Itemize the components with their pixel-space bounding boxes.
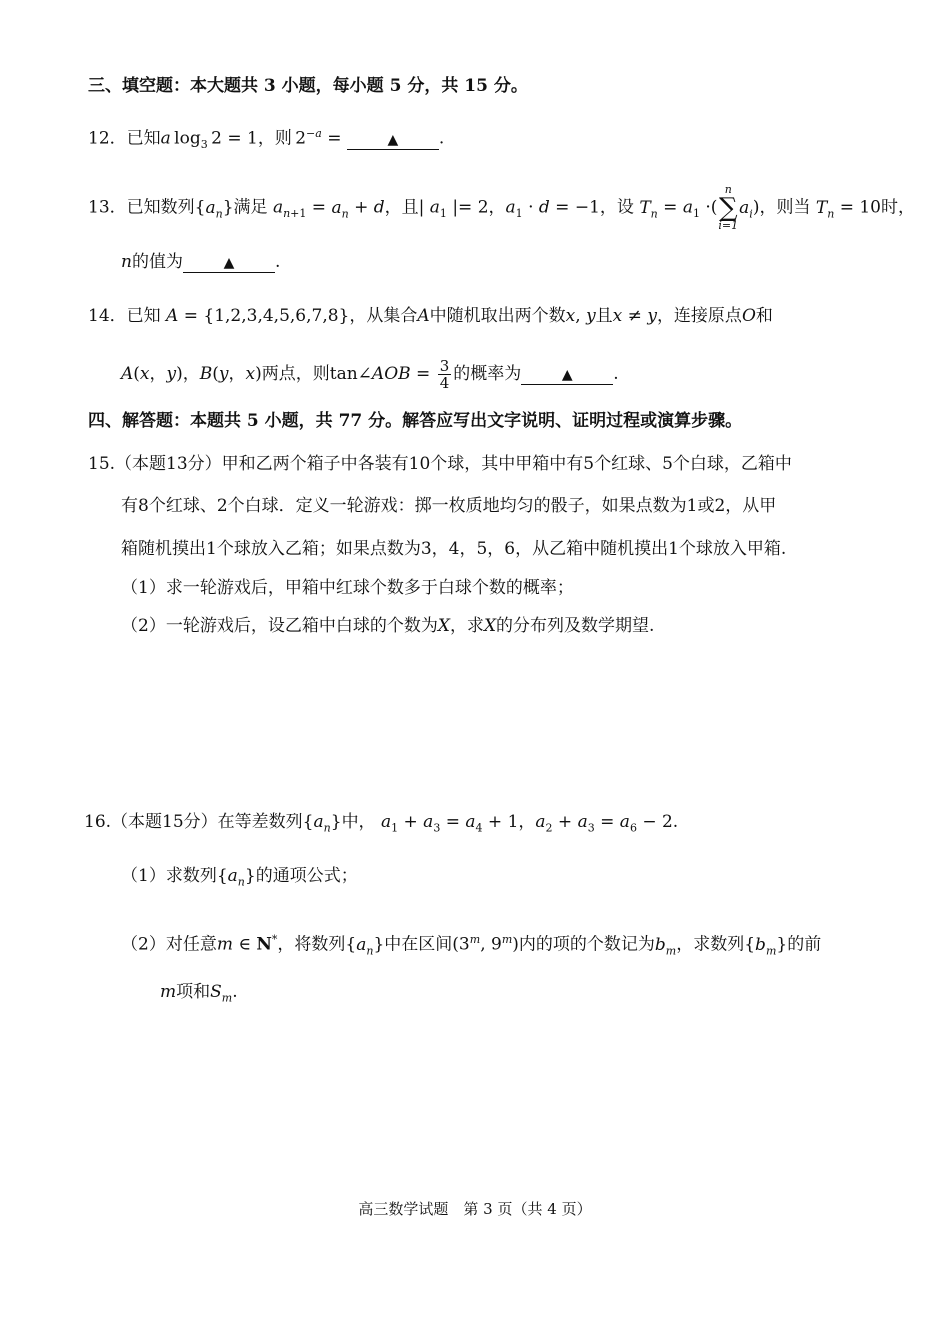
question-15-line-3: 箱随机摸出1个球放入乙箱；如果点数为3，4，5，6，从乙箱中随机摸出1个球放入甲箱. (121, 539, 787, 559)
section-4-heading: 四、解答题：本题共 5 小题，共 77 分。解答应写出文字说明、证明过程或演算步骤。 (88, 411, 743, 431)
question-16: 16.（本题15分）在等差数列$\{a_n\}$中， $a_1 + a_3 = a_4 + 1$，$a_2 + a_3 = a_6 - 2$. (84, 812, 679, 835)
question-12: 12．已知a $\log_3 2 = 1$，则 $2^{-a}$ = ▲ . (88, 127, 445, 152)
question-16-line-2: m项和$S_m$. (160, 982, 238, 1005)
question-14-number: 14． (88, 306, 127, 326)
answer-blank-14 (521, 365, 613, 385)
question-15-part-2: （2）一轮游戏后，设乙箱中白球的个数为X，求X的分布列及数学期望. (121, 616, 655, 636)
question-16-part-1: （1）求数列$\{a_n\}$的通项公式； (121, 866, 358, 889)
triangle-marker-icon: ▲ (561, 367, 573, 383)
question-13-line-2: n的值为 ▲ . (121, 252, 281, 272)
answer-blank-13 (183, 253, 275, 273)
question-14-line-2: A(x，y)，B(y，x)两点，则tan∠AOB = $\frac{3}{4}$ 的概率为 ▲ . (121, 357, 619, 392)
question-15-line-2: 有8个红球、2个白球．定义一轮游戏：掷一枚质地均匀的骰子，如果点数为1或2，从甲 (121, 496, 777, 516)
section-3-heading: 三、填空题：本大题共 3 小题，每小题 5 分，共 15 分。 (88, 76, 528, 96)
page-footer: 高三数学试题 第 3 页（共 4 页） (358, 1200, 592, 1218)
question-13: 13．已知数列$\{a_n\}$满足 $a_{n+1} = a_n + d$，且| $a_1$ |= 2，$a_1 \cdot d = -1$，设 $T_n = a_1$ ·( n ∑ i=1 $a_i$)，则当 $T_n = 10$时， (88, 183, 915, 232)
question-16-number: 16.（本题15分）在等差数列 (84, 812, 303, 832)
question-15-part-1: （1）求一轮游戏后，甲箱中红球个数多于白球个数的概率； (121, 578, 574, 598)
answer-blank-12 (347, 130, 439, 150)
question-14: 14．已知 A = {1,2,3,4,5,6,7,8}，从集合A中随机取出两个数x, y且x ≠ y，连接原点O和 (88, 306, 773, 326)
question-12-number: 12． (88, 128, 127, 149)
triangle-marker-icon: ▲ (387, 131, 399, 148)
question-13-number: 13． (88, 197, 127, 218)
question-15-line-1: 15.（本题13分）甲和乙两个箱子中各装有10个球，其中甲箱中有5个红球、5个白球，乙箱中 (88, 454, 792, 474)
triangle-marker-icon: ▲ (223, 255, 235, 271)
question-16-part-2: （2）对任意m ∈ N*，将数列$\{a_n\}$中在区间(3$^m$, 9$^m$)内的项的个数记为$b_m$，求数列$\{b_m\}$的前 (121, 933, 822, 958)
